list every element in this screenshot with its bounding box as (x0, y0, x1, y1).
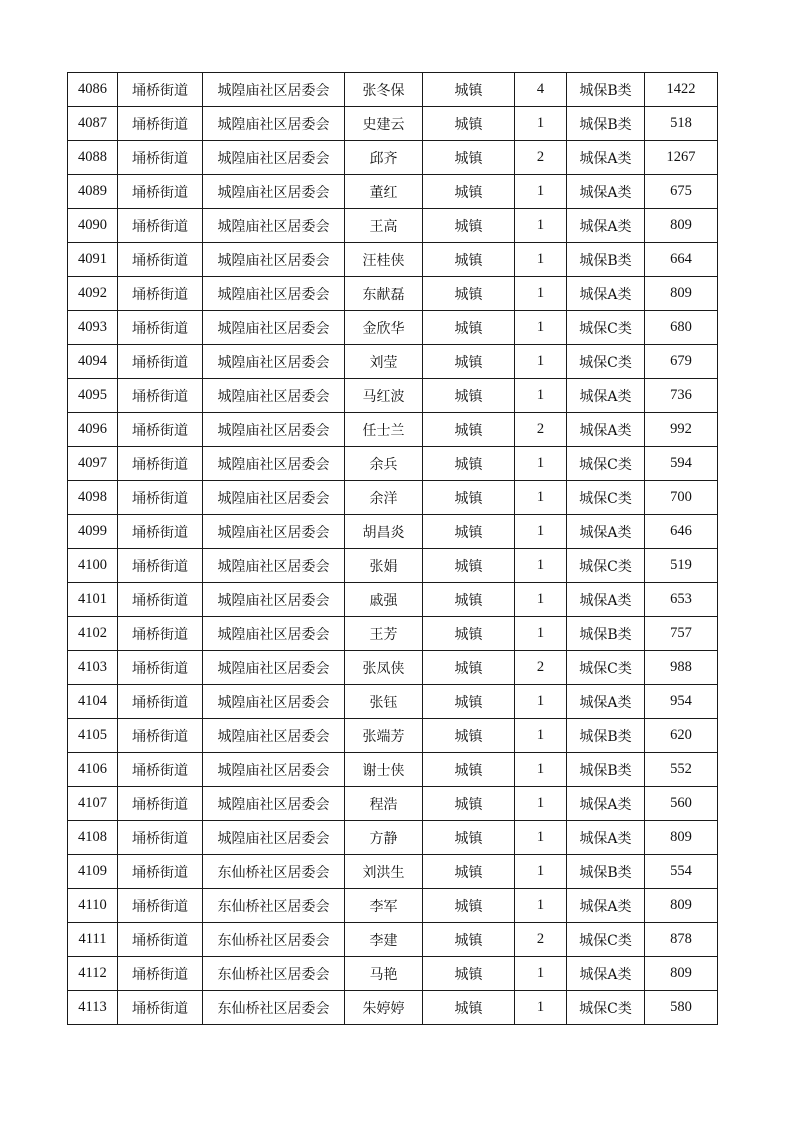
cell-subdistrict: 埇桥街道 (118, 821, 203, 855)
cell-area-type: 城镇 (423, 923, 515, 957)
cell-serial-number: 4105 (68, 719, 118, 753)
table-row (68, 447, 718, 481)
table-row (68, 685, 718, 719)
cell-household-size: 1 (515, 957, 567, 991)
cell-area-type: 城镇 (423, 855, 515, 889)
cell-serial-number: 4095 (68, 379, 118, 413)
cell-area-type: 城镇 (423, 141, 515, 175)
cell-name: 张钰 (345, 685, 423, 719)
cell-community: 城隍庙社区居委会 (203, 617, 345, 651)
table-row (68, 141, 718, 175)
cell-amount: 878 (645, 923, 718, 957)
cell-amount: 736 (645, 379, 718, 413)
cell-area-type: 城镇 (423, 991, 515, 1025)
cell-area-type: 城镇 (423, 277, 515, 311)
cell-area-type: 城镇 (423, 515, 515, 549)
cell-category: 城保A类 (567, 957, 645, 991)
cell-community: 城隍庙社区居委会 (203, 685, 345, 719)
cell-household-size: 1 (515, 311, 567, 345)
cell-community: 城隍庙社区居委会 (203, 277, 345, 311)
cell-amount: 620 (645, 719, 718, 753)
table-row (68, 413, 718, 447)
cell-household-size: 2 (515, 923, 567, 957)
cell-category: 城保B类 (567, 107, 645, 141)
table-row (68, 175, 718, 209)
cell-amount: 675 (645, 175, 718, 209)
cell-category: 城保C类 (567, 549, 645, 583)
cell-amount: 809 (645, 821, 718, 855)
cell-name: 金欣华 (345, 311, 423, 345)
cell-household-size: 1 (515, 277, 567, 311)
cell-subdistrict: 埇桥街道 (118, 957, 203, 991)
cell-serial-number: 4088 (68, 141, 118, 175)
table-row (68, 209, 718, 243)
cell-subdistrict: 埇桥街道 (118, 277, 203, 311)
cell-serial-number: 4094 (68, 345, 118, 379)
cell-community: 城隍庙社区居委会 (203, 583, 345, 617)
table-row (68, 957, 718, 991)
cell-amount: 988 (645, 651, 718, 685)
cell-serial-number: 4101 (68, 583, 118, 617)
cell-name: 王芳 (345, 617, 423, 651)
table-row (68, 787, 718, 821)
cell-community: 城隍庙社区居委会 (203, 175, 345, 209)
cell-serial-number: 4098 (68, 481, 118, 515)
cell-category: 城保A类 (567, 583, 645, 617)
cell-category: 城保A类 (567, 685, 645, 719)
cell-community: 东仙桥社区居委会 (203, 991, 345, 1025)
cell-name: 任士兰 (345, 413, 423, 447)
cell-name: 戚强 (345, 583, 423, 617)
cell-name: 张凤侠 (345, 651, 423, 685)
cell-name: 马艳 (345, 957, 423, 991)
cell-community: 城隍庙社区居委会 (203, 515, 345, 549)
cell-area-type: 城镇 (423, 481, 515, 515)
cell-name: 刘莹 (345, 345, 423, 379)
cell-community: 城隍庙社区居委会 (203, 243, 345, 277)
cell-subdistrict: 埇桥街道 (118, 413, 203, 447)
cell-amount: 664 (645, 243, 718, 277)
cell-subdistrict: 埇桥街道 (118, 889, 203, 923)
cell-serial-number: 4112 (68, 957, 118, 991)
cell-serial-number: 4087 (68, 107, 118, 141)
cell-amount: 560 (645, 787, 718, 821)
table-row (68, 991, 718, 1025)
cell-name: 方静 (345, 821, 423, 855)
cell-household-size: 1 (515, 447, 567, 481)
cell-household-size: 2 (515, 651, 567, 685)
cell-name: 邱齐 (345, 141, 423, 175)
cell-amount: 809 (645, 957, 718, 991)
table-row (68, 923, 718, 957)
cell-category: 城保A类 (567, 175, 645, 209)
cell-household-size: 1 (515, 481, 567, 515)
cell-category: 城保C类 (567, 447, 645, 481)
cell-subdistrict: 埇桥街道 (118, 583, 203, 617)
cell-subdistrict: 埇桥街道 (118, 379, 203, 413)
cell-household-size: 1 (515, 685, 567, 719)
cell-subdistrict: 埇桥街道 (118, 481, 203, 515)
cell-community: 城隍庙社区居委会 (203, 651, 345, 685)
cell-subdistrict: 埇桥街道 (118, 923, 203, 957)
cell-serial-number: 4089 (68, 175, 118, 209)
cell-amount: 580 (645, 991, 718, 1025)
cell-subdistrict: 埇桥街道 (118, 447, 203, 481)
cell-serial-number: 4113 (68, 991, 118, 1025)
cell-community: 城隍庙社区居委会 (203, 481, 345, 515)
cell-serial-number: 4099 (68, 515, 118, 549)
table-row (68, 549, 718, 583)
cell-community: 城隍庙社区居委会 (203, 107, 345, 141)
table-row (68, 719, 718, 753)
table-row (68, 855, 718, 889)
cell-serial-number: 4096 (68, 413, 118, 447)
cell-name: 马红波 (345, 379, 423, 413)
cell-name: 程浩 (345, 787, 423, 821)
cell-subdistrict: 埇桥街道 (118, 209, 203, 243)
cell-name: 胡昌炎 (345, 515, 423, 549)
cell-amount: 809 (645, 889, 718, 923)
cell-name: 朱婷婷 (345, 991, 423, 1025)
cell-household-size: 1 (515, 243, 567, 277)
cell-area-type: 城镇 (423, 821, 515, 855)
cell-area-type: 城镇 (423, 685, 515, 719)
cell-serial-number: 4086 (68, 73, 118, 107)
cell-subdistrict: 埇桥街道 (118, 73, 203, 107)
cell-name: 张端芳 (345, 719, 423, 753)
cell-household-size: 1 (515, 855, 567, 889)
cell-category: 城保A类 (567, 889, 645, 923)
cell-subdistrict: 埇桥街道 (118, 753, 203, 787)
cell-area-type: 城镇 (423, 957, 515, 991)
cell-household-size: 1 (515, 787, 567, 821)
table-row (68, 583, 718, 617)
cell-area-type: 城镇 (423, 175, 515, 209)
cell-name: 王高 (345, 209, 423, 243)
cell-category: 城保A类 (567, 413, 645, 447)
table-row (68, 753, 718, 787)
table-row (68, 107, 718, 141)
cell-household-size: 1 (515, 991, 567, 1025)
cell-serial-number: 4091 (68, 243, 118, 277)
cell-subdistrict: 埇桥街道 (118, 311, 203, 345)
cell-name: 史建云 (345, 107, 423, 141)
cell-community: 城隍庙社区居委会 (203, 413, 345, 447)
cell-household-size: 1 (515, 209, 567, 243)
cell-household-size: 4 (515, 73, 567, 107)
cell-name: 谢士侠 (345, 753, 423, 787)
cell-subdistrict: 埇桥街道 (118, 787, 203, 821)
cell-name: 董红 (345, 175, 423, 209)
cell-serial-number: 4092 (68, 277, 118, 311)
cell-serial-number: 4109 (68, 855, 118, 889)
cell-category: 城保A类 (567, 379, 645, 413)
cell-household-size: 1 (515, 889, 567, 923)
cell-name: 刘洪生 (345, 855, 423, 889)
cell-amount: 518 (645, 107, 718, 141)
cell-name: 汪桂侠 (345, 243, 423, 277)
cell-category: 城保C类 (567, 991, 645, 1025)
cell-category: 城保B类 (567, 617, 645, 651)
cell-area-type: 城镇 (423, 107, 515, 141)
cell-community: 城隍庙社区居委会 (203, 821, 345, 855)
cell-amount: 809 (645, 277, 718, 311)
cell-name: 李军 (345, 889, 423, 923)
cell-serial-number: 4104 (68, 685, 118, 719)
cell-household-size: 1 (515, 617, 567, 651)
table-row (68, 617, 718, 651)
cell-category: 城保B类 (567, 73, 645, 107)
cell-community: 城隍庙社区居委会 (203, 447, 345, 481)
table-row (68, 515, 718, 549)
cell-name: 李建 (345, 923, 423, 957)
cell-amount: 519 (645, 549, 718, 583)
cell-subdistrict: 埇桥街道 (118, 107, 203, 141)
cell-amount: 594 (645, 447, 718, 481)
cell-community: 城隍庙社区居委会 (203, 209, 345, 243)
cell-category: 城保B类 (567, 855, 645, 889)
cell-serial-number: 4097 (68, 447, 118, 481)
cell-household-size: 1 (515, 821, 567, 855)
cell-area-type: 城镇 (423, 413, 515, 447)
cell-area-type: 城镇 (423, 787, 515, 821)
cell-area-type: 城镇 (423, 753, 515, 787)
cell-amount: 552 (645, 753, 718, 787)
cell-category: 城保C类 (567, 481, 645, 515)
cell-category: 城保C类 (567, 311, 645, 345)
cell-community: 东仙桥社区居委会 (203, 855, 345, 889)
cell-area-type: 城镇 (423, 447, 515, 481)
cell-subdistrict: 埇桥街道 (118, 685, 203, 719)
cell-area-type: 城镇 (423, 719, 515, 753)
cell-amount: 554 (645, 855, 718, 889)
cell-area-type: 城镇 (423, 243, 515, 277)
cell-serial-number: 4107 (68, 787, 118, 821)
cell-name: 张娟 (345, 549, 423, 583)
cell-subdistrict: 埇桥街道 (118, 141, 203, 175)
table-row (68, 345, 718, 379)
cell-amount: 954 (645, 685, 718, 719)
cell-household-size: 1 (515, 549, 567, 583)
cell-amount: 679 (645, 345, 718, 379)
cell-amount: 700 (645, 481, 718, 515)
table-row (68, 243, 718, 277)
cell-amount: 680 (645, 311, 718, 345)
cell-household-size: 1 (515, 583, 567, 617)
table-row (68, 889, 718, 923)
cell-amount: 1267 (645, 141, 718, 175)
cell-amount: 646 (645, 515, 718, 549)
table-row (68, 311, 718, 345)
cell-subdistrict: 埇桥街道 (118, 617, 203, 651)
cell-community: 东仙桥社区居委会 (203, 923, 345, 957)
cell-household-size: 1 (515, 719, 567, 753)
table-row (68, 73, 718, 107)
cell-category: 城保C类 (567, 345, 645, 379)
cell-household-size: 1 (515, 379, 567, 413)
cell-serial-number: 4108 (68, 821, 118, 855)
cell-subdistrict: 埇桥街道 (118, 345, 203, 379)
cell-household-size: 2 (515, 141, 567, 175)
cell-serial-number: 4090 (68, 209, 118, 243)
cell-subdistrict: 埇桥街道 (118, 855, 203, 889)
table-row (68, 379, 718, 413)
cell-serial-number: 4106 (68, 753, 118, 787)
cell-subdistrict: 埇桥街道 (118, 549, 203, 583)
cell-community: 城隍庙社区居委会 (203, 549, 345, 583)
cell-subdistrict: 埇桥街道 (118, 651, 203, 685)
table-row (68, 277, 718, 311)
cell-community: 城隍庙社区居委会 (203, 73, 345, 107)
cell-area-type: 城镇 (423, 379, 515, 413)
cell-subdistrict: 埇桥街道 (118, 243, 203, 277)
cell-subdistrict: 埇桥街道 (118, 175, 203, 209)
cell-area-type: 城镇 (423, 311, 515, 345)
cell-household-size: 1 (515, 345, 567, 379)
cell-area-type: 城镇 (423, 617, 515, 651)
cell-area-type: 城镇 (423, 345, 515, 379)
table-row (68, 821, 718, 855)
cell-category: 城保A类 (567, 821, 645, 855)
cell-category: 城保B类 (567, 243, 645, 277)
cell-household-size: 2 (515, 413, 567, 447)
cell-area-type: 城镇 (423, 549, 515, 583)
cell-serial-number: 4093 (68, 311, 118, 345)
table-row (68, 651, 718, 685)
cell-category: 城保A类 (567, 515, 645, 549)
cell-serial-number: 4110 (68, 889, 118, 923)
cell-subdistrict: 埇桥街道 (118, 991, 203, 1025)
cell-subdistrict: 埇桥街道 (118, 719, 203, 753)
cell-category: 城保C类 (567, 651, 645, 685)
cell-category: 城保A类 (567, 277, 645, 311)
cell-name: 余洋 (345, 481, 423, 515)
cell-category: 城保A类 (567, 141, 645, 175)
cell-community: 城隍庙社区居委会 (203, 753, 345, 787)
cell-serial-number: 4102 (68, 617, 118, 651)
cell-area-type: 城镇 (423, 73, 515, 107)
table-row (68, 481, 718, 515)
cell-community: 城隍庙社区居委会 (203, 787, 345, 821)
cell-community: 城隍庙社区居委会 (203, 141, 345, 175)
cell-community: 东仙桥社区居委会 (203, 889, 345, 923)
cell-amount: 1422 (645, 73, 718, 107)
cell-community: 城隍庙社区居委会 (203, 345, 345, 379)
cell-household-size: 1 (515, 515, 567, 549)
cell-community: 城隍庙社区居委会 (203, 311, 345, 345)
cell-community: 城隍庙社区居委会 (203, 379, 345, 413)
cell-category: 城保B类 (567, 753, 645, 787)
cell-amount: 809 (645, 209, 718, 243)
cell-area-type: 城镇 (423, 583, 515, 617)
cell-name: 张冬保 (345, 73, 423, 107)
cell-community: 东仙桥社区居委会 (203, 957, 345, 991)
cell-community: 城隍庙社区居委会 (203, 719, 345, 753)
cell-name: 东献磊 (345, 277, 423, 311)
roster-body (68, 73, 718, 1025)
cell-serial-number: 4103 (68, 651, 118, 685)
cell-category: 城保A类 (567, 787, 645, 821)
cell-area-type: 城镇 (423, 209, 515, 243)
cell-household-size: 1 (515, 175, 567, 209)
cell-amount: 757 (645, 617, 718, 651)
cell-amount: 653 (645, 583, 718, 617)
cell-serial-number: 4100 (68, 549, 118, 583)
cell-category: 城保C类 (567, 923, 645, 957)
cell-category: 城保A类 (567, 209, 645, 243)
cell-serial-number: 4111 (68, 923, 118, 957)
cell-area-type: 城镇 (423, 889, 515, 923)
cell-area-type: 城镇 (423, 651, 515, 685)
cell-subdistrict: 埇桥街道 (118, 515, 203, 549)
cell-amount: 992 (645, 413, 718, 447)
cell-household-size: 1 (515, 753, 567, 787)
cell-household-size: 1 (515, 107, 567, 141)
roster-table (67, 72, 718, 1025)
cell-name: 余兵 (345, 447, 423, 481)
cell-category: 城保B类 (567, 719, 645, 753)
